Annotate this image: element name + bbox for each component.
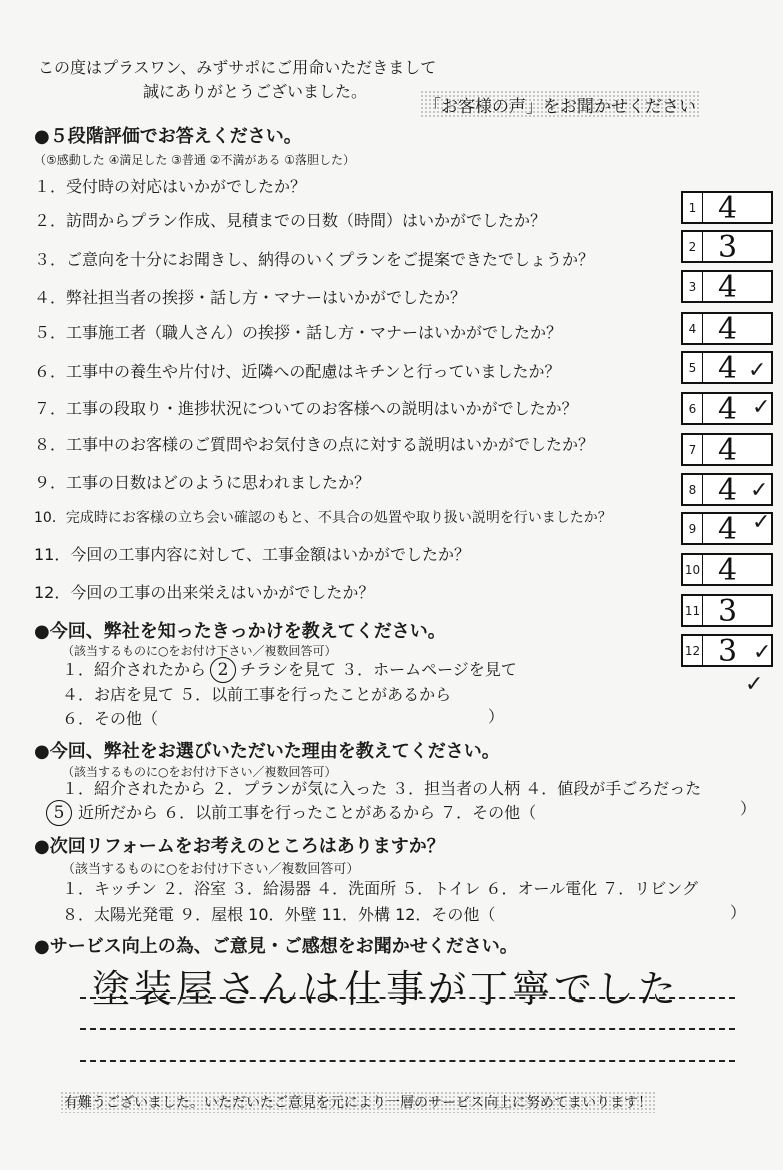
answer-value: 3 bbox=[717, 230, 738, 265]
question-8: ８．工事中のお客様のご質問やお気付きの点に対する説明はいかがでしたか？ bbox=[34, 435, 595, 454]
trigger-option-2-3: チラシを見て ３．ホームページを見て bbox=[240, 660, 517, 679]
answer-number: 5 bbox=[683, 353, 703, 382]
next-other-close: ） bbox=[730, 903, 747, 922]
check-mark-icon: ✓ bbox=[745, 672, 764, 697]
answer-number: 7 bbox=[683, 435, 703, 464]
question-5: ５．工事施工者（職人さん）の挨拶・話し方・マナーはいかがでしたか？ bbox=[34, 323, 563, 342]
trigger-other-close: ） bbox=[488, 707, 505, 726]
check-mark-icon: ✓ bbox=[748, 358, 767, 383]
answer-number: 3 bbox=[683, 272, 703, 301]
answer-number: 8 bbox=[683, 475, 703, 504]
question-6: ６．工事中の養生や片付け、近隣への配慮はキチンと行っていましたか？ bbox=[34, 362, 561, 381]
answer-number: 11 bbox=[683, 596, 703, 625]
answer-number: 2 bbox=[683, 232, 703, 261]
answer-value: 4 bbox=[717, 191, 738, 226]
circled-choice[interactable]: 2 bbox=[210, 657, 236, 683]
question-2: ２．訪問からプラン作成、見積までの日数（時間）はいかがでしたか？ bbox=[34, 211, 547, 230]
reason-option-5-7: 近所だから ６．以前工事を行ったことがあるから ７．その他（ bbox=[78, 803, 537, 822]
trigger-note: （該当するものに○をお付け下さい／複数回答可） bbox=[62, 644, 337, 658]
question-7: ７．工事の段取り・進捗状況についてのお客様への説明はいかがでしたか？ bbox=[34, 399, 578, 418]
trigger-other[interactable]: ６．その他（ bbox=[62, 709, 159, 728]
answer-box-10[interactable] bbox=[681, 553, 773, 586]
trigger-option-line-2: ４．お店を見て ５．以前工事を行ったことがあるから bbox=[62, 685, 452, 704]
footer-message: 有難うございました。いただいたご意見を元により一層のサービス向上に努めてまいります！ bbox=[60, 1091, 656, 1113]
reason-option-line-1: １．紹介されたから ２．プランが気に入った ３．担当者の人柄 ４．値段が手ごろだった bbox=[62, 779, 702, 798]
answer-value: 4 bbox=[717, 512, 738, 547]
intro-line-2: 誠にありがとうございました。 bbox=[143, 82, 368, 101]
next-option-line-2: ８．太陽光発電 ９．屋根 10．外壁 11．外構 12．その他（ bbox=[62, 905, 496, 924]
check-mark-icon: ✓ bbox=[750, 478, 769, 503]
answer-box-3[interactable] bbox=[681, 270, 773, 303]
check-mark-icon: ✓ bbox=[752, 395, 771, 420]
answer-value: 4 bbox=[717, 553, 738, 588]
comment-line bbox=[80, 1028, 735, 1030]
answer-number: 1 bbox=[683, 193, 703, 222]
question-12: 12．今回の工事の出来栄えはいかがでしたか？ bbox=[34, 583, 375, 602]
trigger-heading: ●今回、弊社を知ったきっかけを教えてください。 bbox=[34, 621, 446, 642]
answer-value: 4 bbox=[717, 433, 738, 468]
rating-scale: （⑤感動した ④満足した ③普通 ②不満がある ①落胆した） bbox=[34, 153, 356, 167]
reason-option-line-2 bbox=[46, 800, 536, 826]
reason-note: （該当するものに○をお付け下さい／複数回答可） bbox=[62, 765, 337, 779]
question-9: ９．工事の日数はどのように思われましたか？ bbox=[34, 473, 371, 492]
answer-value: 4 bbox=[717, 312, 738, 347]
question-11: 11．今回の工事内容に対して、工事金額はいかがでしたか？ bbox=[34, 545, 471, 564]
answer-value: 4 bbox=[717, 473, 738, 508]
question-4: ４．弊社担当者の挨拶・話し方・マナーはいかがでしたか？ bbox=[34, 288, 467, 307]
answer-number: 12 bbox=[683, 636, 703, 665]
answer-box-7[interactable] bbox=[681, 433, 773, 466]
answer-number: 9 bbox=[683, 514, 703, 543]
answer-box-1[interactable] bbox=[681, 191, 773, 224]
comments-heading: ●サービス向上の為、ご意見・ご感想をお聞かせください。 bbox=[34, 936, 518, 957]
rating-heading: ●５段階評価でお答えください。 bbox=[34, 126, 302, 147]
next-heading: ●次回リフォームをお考えのところはありますか？ bbox=[34, 836, 445, 857]
survey-title: 「お客様の声」をお聞かせください bbox=[420, 90, 700, 119]
answer-box-2[interactable] bbox=[681, 230, 773, 263]
comment-handwritten[interactable]: 塗装屋さんは仕事が丁寧でした bbox=[92, 967, 681, 1011]
trigger-option-1: １．紹介されたから bbox=[62, 660, 207, 679]
check-mark-icon: ✓ bbox=[753, 640, 772, 665]
answer-box-11[interactable] bbox=[681, 594, 773, 627]
answer-number: 6 bbox=[683, 394, 703, 423]
next-option-line-1: １．キッチン ２．浴室 ３．給湯器 ４．洗面所 ５．トイレ ６．オール電化 ７．リビング bbox=[62, 879, 698, 898]
answer-box-4[interactable] bbox=[681, 312, 773, 345]
intro-line-1: この度はプラスワン、みずサポにご用命いただきまして bbox=[38, 58, 437, 77]
answer-value: 4 bbox=[717, 392, 738, 427]
reason-other-close: ） bbox=[740, 799, 757, 818]
answer-value: 3 bbox=[717, 634, 738, 669]
answer-value: 3 bbox=[717, 594, 738, 629]
comment-line bbox=[80, 1060, 735, 1062]
trigger-option-line-1 bbox=[62, 657, 517, 683]
check-mark-icon: ✓ bbox=[752, 510, 771, 535]
question-1: １．受付時の対応はいかがでしたか？ bbox=[34, 177, 307, 196]
answer-value: 4 bbox=[717, 270, 738, 305]
answer-number: 10 bbox=[683, 555, 703, 584]
circled-choice[interactable]: 5 bbox=[46, 800, 72, 826]
answer-number: 4 bbox=[683, 314, 703, 343]
comment-line bbox=[80, 997, 735, 999]
next-note: （該当するものに○をお付け下さい／複数回答可） bbox=[62, 862, 360, 877]
question-10: 10．完成時にお客様の立ち会い確認のもと、不具合の処置や取り扱い説明を行いましたか？ bbox=[34, 510, 612, 526]
question-3: ３．ご意向を十分にお聞きし、納得のいくプランをご提案できたでしょうか？ bbox=[34, 250, 595, 269]
answer-value: 4 bbox=[717, 351, 738, 386]
reason-heading: ●今回、弊社をお選びいただいた理由を教えてください。 bbox=[34, 741, 500, 762]
